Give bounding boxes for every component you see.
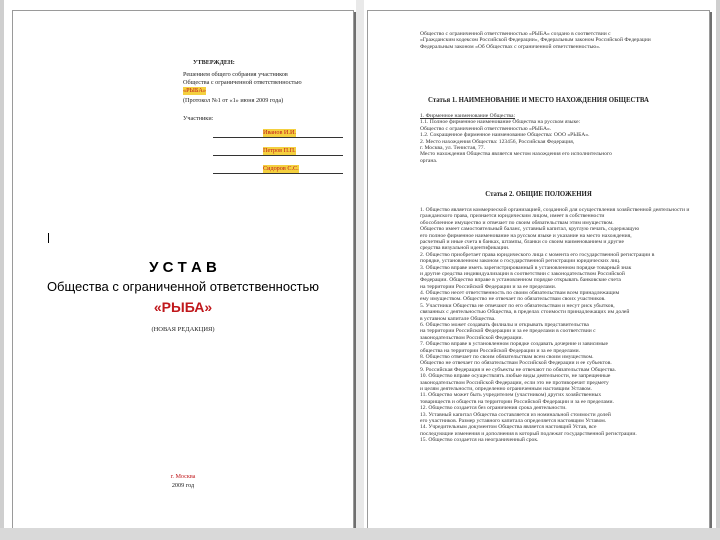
text-line: 6. Общество может создавать филиалы и открывать представительства — [420, 322, 589, 329]
year-label: 2009 год — [171, 482, 195, 489]
text-line: законодательством Российской Федерации. — [420, 334, 523, 341]
text-line: 5. Участники Общества не отвечают по его обязательствам и несут риск убытков, — [420, 302, 615, 309]
article-1-heading: Статья 1. НАИМЕНОВАНИЕ И МЕСТО НАХОЖДЕНИЯ ОБЩЕСТВА — [428, 97, 649, 104]
text-line: Федерации. Общество вправе в установленном порядке открывать банковские счета — [420, 277, 621, 284]
text-line: Общество с ограниченной ответственностью «РЫБА» создано в соответствии с — [420, 31, 611, 37]
text-line: его полное фирменное наименование на русском языке и указание на место нахождения, — [420, 232, 632, 239]
participant-name: Сидоров С.С. — [263, 165, 299, 172]
edition-label: (НОВАЯ РЕДАКЦИЯ) — [151, 326, 215, 333]
text-line: Общество не отвечает по обязательствам Российской Федерации и ее субъектов. — [420, 360, 612, 367]
text-line: порядке, установленном законом о государственной регистрации юридических лиц. — [420, 258, 621, 265]
text-line: 1.1. Полное фирменное наименование Общества на русском языке: — [420, 119, 581, 126]
page-gutter — [356, 0, 364, 540]
right-window-edge — [716, 0, 720, 540]
text-line: органа. — [420, 157, 438, 164]
intro-paragraph — [420, 31, 690, 50]
text-line: в уставном капитале Общества. — [420, 315, 496, 322]
text-line: 4. Общество несет ответственность по своим обязательствам всем принадлежащим — [420, 290, 620, 297]
approval-line-2: Общества с ограниченной ответственностью — [183, 79, 302, 86]
approval-line-1: Решением общего собрания участников — [183, 71, 288, 78]
participant-name: Петров П.П. — [263, 147, 296, 154]
text-line: г. Москва, ул. Тенистая, 77. — [420, 144, 485, 151]
text-line: обособленное имущество и отвечает по своим обязательствам этим имуществом. — [420, 219, 614, 226]
text-line: 15. Общество создается на неограниченный срок. — [420, 437, 539, 444]
text-line: 9. Российская Федерация и ее субъекты не отвечают по обязательствам Общества. — [420, 366, 617, 373]
text-line: расчетный и иные счета в банках, штампы, бланки со своим наименованием и другие — [420, 238, 624, 245]
city-label: г. Москва — [170, 473, 196, 480]
bottom-bar — [0, 528, 720, 540]
text-line: его участников. Размер уставного капитала определяется настоящим Уставом. — [420, 417, 607, 424]
text-line: Федеральным законом «Об Обществах с ограниченной ответственностью». — [420, 43, 601, 50]
text-line: 12. Общество создается без ограничения срока деятельности. — [420, 405, 567, 412]
text-line: 10. Общество вправе осуществлять любые виды деятельности, не запрещенные — [420, 373, 611, 380]
text-line: 14. Учредительным документом Общества является настоящий Устав, все — [420, 424, 597, 431]
text-line: Общество имеет самостоятельный баланс, уставный капитал, круглую печать, содержащую — [420, 226, 640, 233]
participant-row — [213, 165, 343, 174]
article-2-heading: Статья 2. ОБЩИЕ ПОЛОЖЕНИЯ — [485, 191, 592, 198]
text-line: 11. Общество может быть учредителем (участником) других хозяйственных — [420, 392, 602, 399]
text-line: 2. Место нахождения Общества: 123456, Российская Федерация, — [420, 138, 575, 145]
text-line: законодательством Российской Федерации, если это не противоречит предмету — [420, 379, 609, 386]
text-line: 3. Общество вправе иметь зарегистрированный в установленном порядке товарный знак — [420, 264, 632, 271]
text-cursor — [48, 233, 49, 243]
content-page — [367, 10, 710, 530]
article-2-body — [420, 207, 690, 443]
text-line: последующие изменения и дополнения в который подлежат государственной регистрации. — [420, 430, 637, 437]
left-window-edge — [0, 0, 4, 540]
participant-row — [213, 147, 343, 156]
charter-subtitle: Общества с ограниченной ответственностью — [46, 279, 320, 294]
text-line: Общество с ограниченной ответственностью «РЫБА». — [420, 125, 552, 132]
participants-label: Участники: — [183, 115, 214, 122]
text-line: товариществ и обществ на территории Российской Федерации и за ее пределами. — [420, 398, 614, 405]
text-line: 2. Общество приобретает права юридического лица с момента его государственной регистрации в — [420, 251, 655, 258]
text-line: и целям деятельности, определенно ограниченным настоящим Уставом. — [420, 385, 592, 392]
article-1-body — [420, 113, 690, 164]
text-line: на территории Российской Федерации и за ее пределами в соответствии с — [420, 328, 596, 335]
text-line: 8. Общество отвечает по своим обязательствам всем своим имуществом. — [420, 353, 594, 360]
text-line: гражданского права, признается юридическим лицом, имеет в собственности — [420, 213, 605, 220]
text-line: 1. Общество является коммерческой организацией, созданной для осуществления хозяйственной деятельности и — [420, 207, 690, 213]
text-line: 7. Общество вправе в установленном порядке создавать дочерние и зависимые — [420, 341, 609, 348]
text-line: связанных с деятельностью Общества, в пределах стоимости принадлежащих им долей — [420, 309, 630, 316]
charter-title: У С Т А В — [149, 259, 217, 276]
text-line: 1.2. Сокращенное фирменное наименование Общества: ООО «РЫБА». — [420, 132, 590, 139]
text-line: Место нахождения Общества является местом нахождения его исполнительного — [420, 151, 612, 158]
text-line: ему имуществом. Общество не отвечает по обязательствам своих участников. — [420, 296, 606, 303]
participant-name: Иванов И.И. — [263, 129, 296, 136]
approval-protocol: (Протокол №1 от «1» июня 2009 года) — [183, 97, 284, 104]
participant-row — [213, 129, 343, 138]
text-line: и другие средства индивидуализации в соответствии с законодательством Российской — [420, 270, 625, 277]
text-line: на территории Российской Федерации и за ее пределами. — [420, 283, 557, 290]
text-line: средства визуальной идентификации. — [420, 245, 510, 252]
text-line: 13. Уставный капитал Общества составляется из номинальной стоимости долей — [420, 411, 611, 418]
charter-company-name: «РЫБА» — [153, 299, 213, 315]
text-line: 1. Фирменное наименование Общества: — [420, 113, 516, 119]
text-line: «Гражданским кодексом Российской Федерации», Федеральным законом Российской Федерации — [420, 37, 651, 44]
approval-company-name: «РЫБА» — [183, 87, 206, 94]
cover-page — [12, 10, 354, 530]
approval-title: УТВЕРЖДЕН: — [193, 59, 235, 66]
text-line: общества на территории Российской Федерации и за ее пределами. — [420, 347, 581, 354]
